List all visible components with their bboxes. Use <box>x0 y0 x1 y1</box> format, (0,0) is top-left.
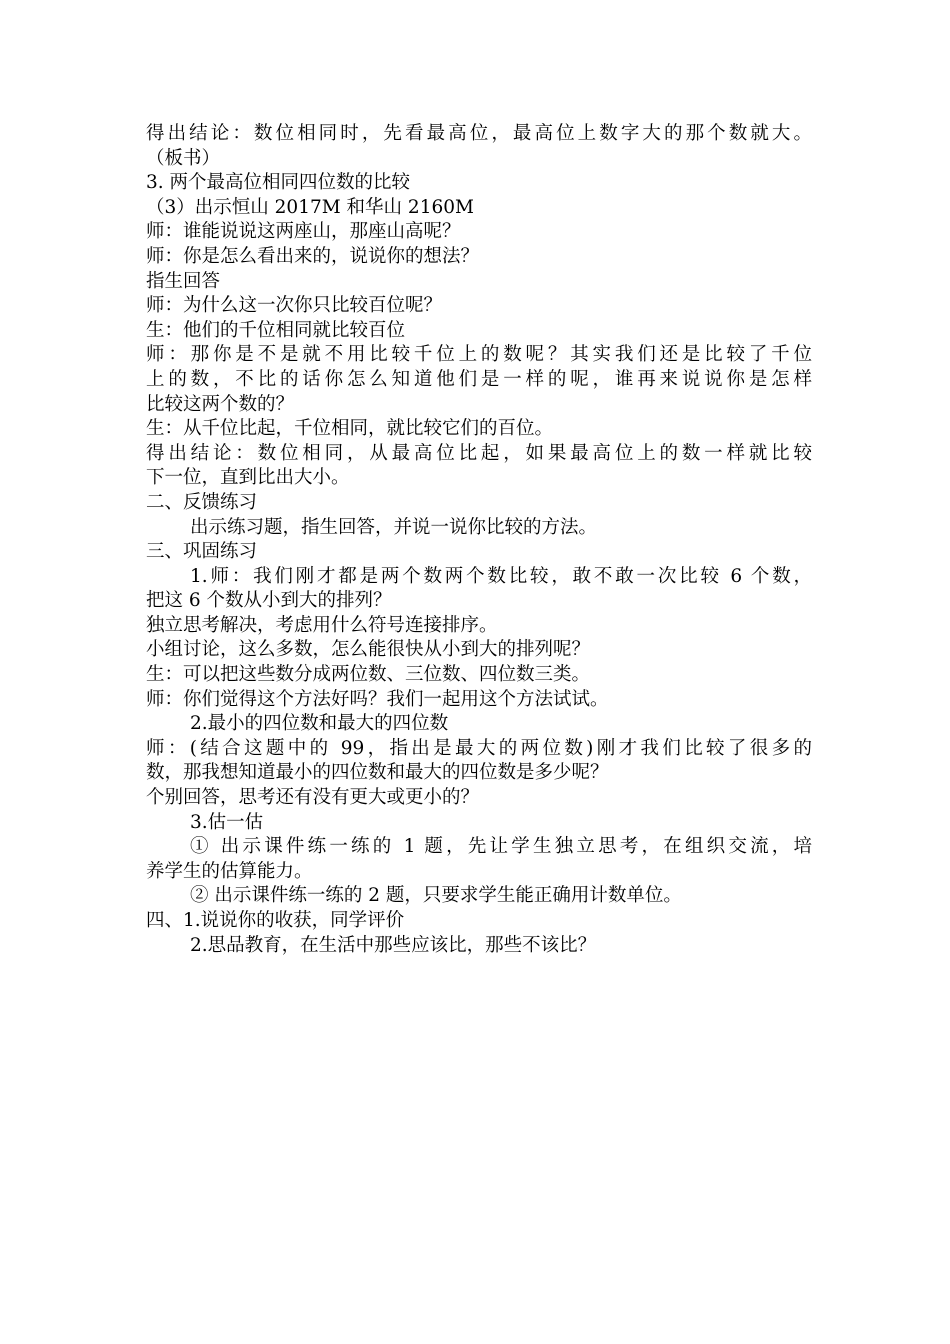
text-line: 3. 两个最高位相同四位数的比较 <box>146 172 411 194</box>
text-line: 上的数，不比的话你怎么知道他们是一样的呢，谁再来说说你是怎样 <box>146 368 812 390</box>
text-line: ② 出示课件练一练的 2 题，只要求学生能正确用计数单位。 <box>190 885 682 907</box>
text-line: 数，那我想知道最小的四位数和最大的四位数是多少呢？ <box>146 762 609 784</box>
text-line: 得出结论：数位相同时，先看最高位，最高位上数字大的那个数就大。 <box>146 123 812 144</box>
text-line: 1.师：我们刚才都是两个数两个数比较，敢不敢一次比较 6 个数， <box>190 565 812 587</box>
text-line: 个别回答，思考还有没有更大或更小的？ <box>146 787 480 809</box>
text-line: 生：他们的千位相同就比较百位 <box>146 319 406 341</box>
text-line: 2.思品教育，在生活中那些应该比，那些不该比？ <box>190 934 597 956</box>
text-line: 比较这两个数的？ <box>146 393 295 415</box>
text-line: 生：从千位比起，千位相同，就比较它们的百位。 <box>146 418 554 440</box>
text-line: ① 出示课件练一练的 1 题，先让学生独立思考，在组织交流，培 <box>190 836 812 858</box>
text-line: 指生回答 <box>146 270 221 292</box>
text-line: 二、反馈练习 <box>146 491 258 513</box>
text-line: （板书） <box>146 147 221 169</box>
text-line: 养学生的估算能力。 <box>146 860 313 882</box>
text-line: 师：你是怎么看出来的，说说你的想法？ <box>146 245 480 267</box>
text-line: 2.最小的四位数和最大的四位数 <box>190 713 449 735</box>
text-line: 师：那你是不是就不用比较千位上的数呢？其实我们还是比较了千位 <box>146 344 812 366</box>
text-line: 出示练习题，指生回答，并说一说你比较的方法。 <box>190 516 598 538</box>
text-line: 得出结论：数位相同，从最高位比起，如果最高位上的数一样就比较 <box>146 442 812 464</box>
text-line: 三、巩固练习 <box>146 541 258 563</box>
text-line: 独立思考解决，考虑用什么符号连接排序。 <box>146 614 498 636</box>
text-line: 把这 6 个数从小到大的排列？ <box>146 590 392 612</box>
text-line: 小组讨论，这么多数，怎么能很快从小到大的排列呢？ <box>146 639 591 661</box>
text-line: 师：(结合这题中的 99，指出是最大的两位数)刚才我们比较了很多的 <box>146 737 812 759</box>
text-line: 生：可以把这些数分成两位数、三位数、四位数三类。 <box>146 664 591 686</box>
text-line: 师：你们觉得这个方法好吗？我们一起用这个方法试试。 <box>146 688 609 710</box>
text-line: 四、1.说说你的收获，同学评价 <box>146 910 405 931</box>
text-line: 3.估一估 <box>190 811 264 833</box>
text-line: 师：为什么这一次你只比较百位呢？ <box>146 295 443 317</box>
text-line: 师：谁能说说这两座山，那座山高呢？ <box>146 221 461 243</box>
text-line: 下一位，直到比出大小。 <box>146 467 350 489</box>
document-body <box>146 122 812 958</box>
text-line: （3）出示恒山 2017M 和华山 2160M <box>146 196 474 218</box>
